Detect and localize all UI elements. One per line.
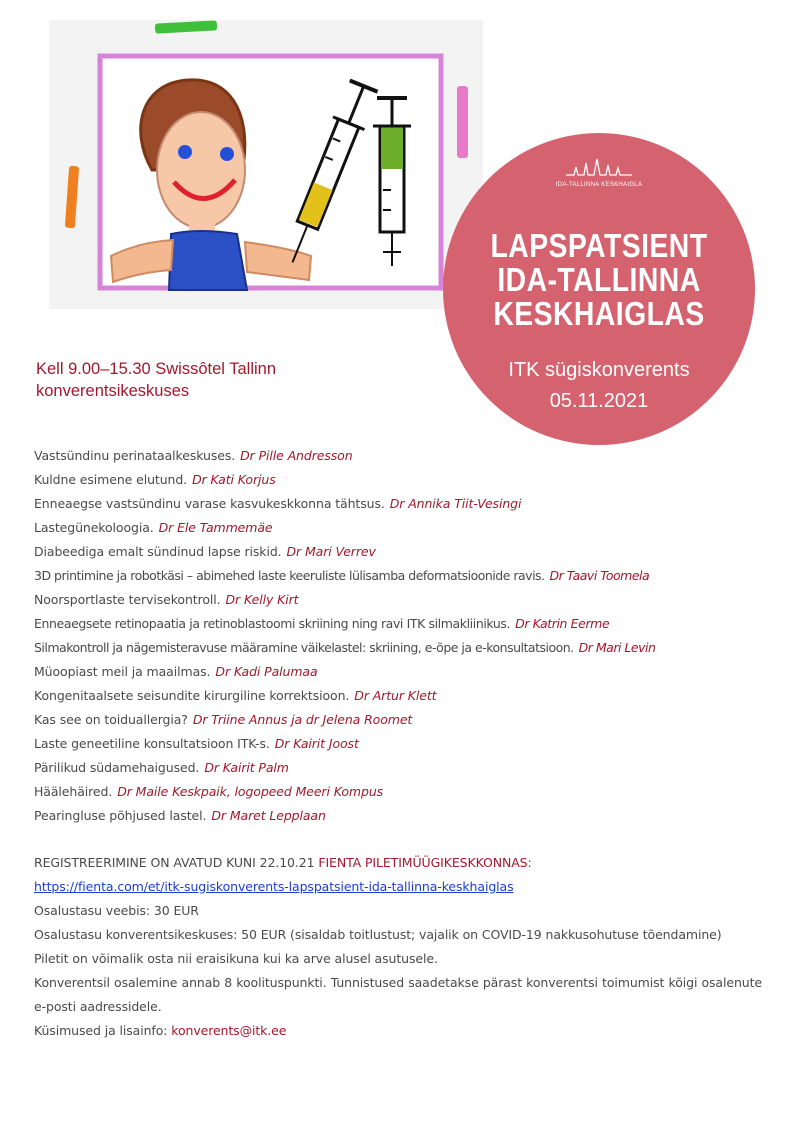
program-item (34, 468, 764, 492)
program-topic: Kongenitaalsete seisundite kirurgiline korrektsioon. (34, 688, 350, 703)
registration-platform: FIENTA PILETIMÜÜGIKESKKONNAS (318, 855, 528, 870)
conference-name: ITK sügiskonverents (508, 359, 690, 381)
program-speaker: Dr Maret Lepplaan (211, 808, 326, 823)
program-topic: Pearingluse põhjused lastel. (34, 808, 207, 823)
program-speaker: Dr Kairit Joost (274, 736, 359, 751)
program-topic: Laste geneetiline konsultatsioon ITK-s. (34, 736, 270, 751)
program-item (34, 780, 764, 804)
program-item (34, 708, 764, 732)
conference-badge (443, 133, 755, 445)
program-item (34, 612, 764, 636)
program-speaker: Dr Mari Verrev (286, 544, 376, 559)
venue-info (36, 358, 366, 402)
child-drawing-illustration (49, 20, 483, 309)
program-item (34, 444, 764, 468)
registration-deadline: REGISTREERIMINE ON AVATUD KUNI 22.10.21 (34, 855, 315, 870)
contact-label: Küsimused ja lisainfo: (34, 1023, 168, 1038)
registration-link[interactable]: https://fienta.com/et/itk-sugiskonverents-lapspatsient-ida-tallinna-keskhaiglas (34, 879, 514, 894)
program-topic: Noorsportlaste tervisekontroll. (34, 592, 221, 607)
program-topic: Kuldne esimene elutund. (34, 472, 188, 487)
program-speaker: Dr Kati Korjus (192, 472, 276, 487)
ticket-info: Piletit on võimalik osta nii eraisikuna kui ka arve alusel asutusele. (34, 951, 438, 966)
title-line: IDA-TALLINNA (497, 261, 701, 298)
program-topic: Vastsündinu perinataalkeskuses. (34, 448, 236, 463)
title-line: KESKHAIGLAS (493, 295, 705, 332)
program-item (34, 636, 764, 660)
program-topic: Enneaegse vastsündinu varase kasvukeskkonna tähtsus. (34, 496, 385, 511)
program-item (34, 516, 764, 540)
program-topic: Lastegünekoloogia. (34, 520, 154, 535)
program-speaker: Dr Artur Klett (354, 688, 437, 703)
contact-email-link[interactable]: konverents@itk.ee (171, 1023, 287, 1038)
program-item (34, 756, 764, 780)
conference-date: 05.11.2021 (549, 390, 649, 412)
program-topic: Diabeediga emalt sündinud lapse riskid. (34, 544, 282, 559)
hospital-logo (443, 157, 755, 188)
program-speaker: Dr Pille Andresson (240, 448, 353, 463)
city-skyline-icon (564, 157, 634, 177)
program-speaker: Dr Kelly Kirt (225, 592, 299, 607)
program-item (34, 540, 764, 564)
program-speaker: Dr Ele Tammemäe (158, 520, 273, 535)
conference-title (443, 229, 755, 331)
registration-colon: : (527, 855, 532, 870)
program-speaker: Dr Annika Tiit-Vesingi (389, 496, 522, 511)
program-speaker: Dr Kadi Palumaa (215, 664, 318, 679)
drawing-svg (49, 20, 483, 309)
program-speaker: Dr Maile Keskpaik, logopeed Meeri Kompus (117, 784, 384, 799)
fee-venue: Osalustasu konverentsikeskuses: 50 EUR (sisaldab toitlustust; vajalik on COVID-19 nakkusohutuse tõendamine) (34, 927, 722, 942)
title-line: LAPSPATSIENT (490, 227, 708, 264)
program-item (34, 492, 764, 516)
venue-time: Kell 9.00–15.30 Swissôtel Tallinn (36, 360, 277, 378)
program-list (34, 444, 764, 828)
contact-row (34, 1019, 764, 1043)
venue-place: konverentsikeskuses (36, 382, 190, 400)
credits-info: Konverentsil osalemine annab 8 koolituspunkti. Tunnistused saadetakse pärast konverentsi toimumist kõigi osalenute e-posti aadressidele. (34, 975, 762, 1014)
program-item (34, 804, 764, 828)
program-speaker: Dr Kairit Palm (204, 760, 289, 775)
registration-section (34, 851, 764, 1043)
program-item (34, 588, 764, 612)
program-topic: Müoopiast meil ja maailmas. (34, 664, 211, 679)
program-item (34, 660, 764, 684)
program-speaker: Dr Triine Annus ja dr Jelena Roomet (192, 712, 413, 727)
program-speaker: Dr Katrin Eerme (515, 616, 610, 631)
program-topic: Häälehäired. (34, 784, 113, 799)
program-topic: Kas see on toiduallergia? (34, 712, 188, 727)
registration-link-row (34, 875, 764, 899)
program-item (34, 732, 764, 756)
program-item (34, 564, 764, 588)
program-topic: Pärilikud südamehaigused. (34, 760, 200, 775)
logo-text: IDA-TALLINNA KESKHAIGLA (555, 182, 643, 188)
program-topic: Enneaegsete retinopaatia ja retinoblastoomi skriining ning ravi ITK silmakliinikus. (34, 616, 511, 631)
conference-subtitle (443, 355, 755, 417)
program-speaker: Dr Mari Levin (578, 640, 656, 655)
program-item (34, 684, 764, 708)
program-topic: 3D printimine ja robotkäsi – abimehed laste keeruliste lülisamba deformatsioonide ravis. (34, 568, 545, 583)
program-speaker: Dr Taavi Toomela (549, 568, 650, 583)
fee-online: Osalustasu veebis: 30 EUR (34, 903, 199, 918)
registration-header (34, 851, 764, 875)
program-topic: Silmakontroll ja nägemisteravuse määramine väikelastel: skriining, e-õpe ja e-konsultatsioon. (34, 640, 574, 655)
